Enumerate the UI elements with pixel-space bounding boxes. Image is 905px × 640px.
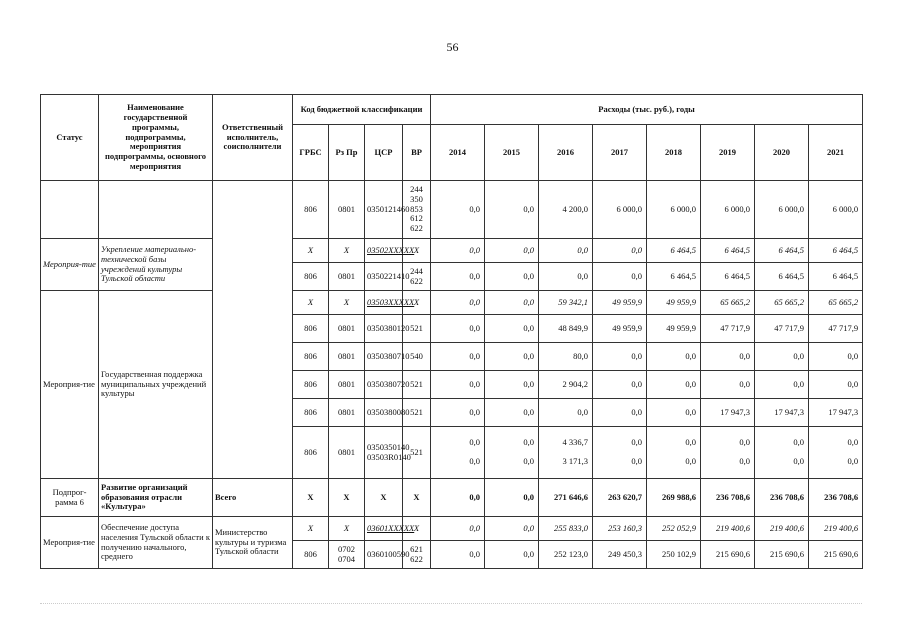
value-cell: 47 717,9: [809, 315, 863, 343]
page-number: 56: [446, 40, 459, 54]
value-cell: 215 690,6: [701, 541, 755, 569]
header-year: 2015: [485, 125, 539, 181]
value-cell: 0,0: [485, 181, 539, 239]
rzpr-cell: 0801: [329, 181, 365, 239]
value: 0,0: [847, 436, 859, 447]
value-cell: 6 464,5: [809, 239, 863, 263]
header-vr: ВР: [403, 125, 431, 181]
value-cell: 6 000,0: [809, 181, 863, 239]
value: 0,0: [739, 436, 750, 447]
value-cell: 0,0: [431, 263, 485, 291]
csr-cell: 03601ХХХХХ: [365, 517, 403, 541]
value-cell: [593, 427, 647, 479]
value-cell: 6 000,0: [593, 181, 647, 239]
rzpr-cell: 0801: [329, 263, 365, 291]
grbs-cell: 806: [293, 541, 329, 569]
value-cell: 0,0: [593, 399, 647, 427]
value-cell: 269 988,6: [647, 479, 701, 517]
value-cell: 49 959,9: [593, 315, 647, 343]
value: 0,0: [685, 436, 696, 447]
value-cell: 236 708,6: [701, 479, 755, 517]
value-cell: 253 160,3: [593, 517, 647, 541]
header-year: 2021: [809, 125, 863, 181]
value-cell: 0,0: [485, 315, 539, 343]
value-cell: 0,0: [647, 371, 701, 399]
value: 0,0: [631, 436, 642, 447]
csr-cell: 0360100590: [365, 541, 403, 569]
value-cell: 0,0: [593, 371, 647, 399]
csr-cell: 03503ХХХХХ: [365, 291, 403, 315]
value-cell: 0,0: [593, 263, 647, 291]
csr-cell: 0350380120: [365, 315, 403, 343]
value-cell: 0,0: [485, 263, 539, 291]
value: 0,0: [739, 456, 750, 467]
value-cell: [755, 427, 809, 479]
value: 0,0: [793, 456, 804, 467]
header-rzpr: Рз Пр: [329, 125, 365, 181]
csr-cell: 0350121460: [365, 181, 403, 239]
grbs-cell: Х: [293, 517, 329, 541]
value-cell: 0,0: [485, 291, 539, 315]
vr-cell: 540: [403, 343, 431, 371]
value-cell: 17 947,3: [755, 399, 809, 427]
value-cell: [431, 427, 485, 479]
value-cell: 0,0: [431, 371, 485, 399]
header-name: Наименование государственной программы, подпрограммы, мероприятия подпрограммы, основного мероприятия: [99, 95, 213, 181]
name-cell: Обеспечение доступа населения Тульской области к получению начального, среднего: [99, 517, 213, 569]
value-cell: 80,0: [539, 343, 593, 371]
csr-cell: [365, 427, 411, 479]
grbs-cell: Х: [293, 291, 329, 315]
csr-cell: 0350221410: [365, 263, 403, 291]
status-cell: Мероприя-тие: [41, 517, 99, 569]
value-cell: 6 464,5: [647, 239, 701, 263]
grbs-cell: 806: [293, 343, 329, 371]
value-cell: 219 400,6: [809, 517, 863, 541]
status-cell: [41, 181, 99, 239]
value: 0,0: [631, 456, 642, 467]
value-cell: 4 200,0: [539, 181, 593, 239]
header-year: 2017: [593, 125, 647, 181]
status-cell: Подпрог-рамма 6: [41, 479, 99, 517]
grbs-cell: 806: [293, 315, 329, 343]
rzpr-cell: Х: [329, 239, 365, 263]
header-csr: ЦСР: [365, 125, 403, 181]
value-cell: 6 464,5: [647, 263, 701, 291]
status-cell: Мероприя-тие: [41, 239, 99, 291]
header-year: 2018: [647, 125, 701, 181]
header-year: 2020: [755, 125, 809, 181]
vr-cell: 521: [403, 371, 431, 399]
value-cell: [539, 427, 593, 479]
vr-cell: 521: [403, 315, 431, 343]
scan-artifact-line: [40, 603, 862, 604]
value-cell: 0,0: [431, 343, 485, 371]
vr-cell: Х: [403, 239, 431, 263]
value-cell: 6 464,5: [701, 263, 755, 291]
rzpr-cell: 0801: [329, 371, 365, 399]
value: 0,0: [469, 456, 480, 467]
value-cell: 65 665,2: [701, 291, 755, 315]
vr-cell: 244 350 853 612 622: [403, 181, 431, 239]
grbs-cell: Х: [293, 239, 329, 263]
rzpr-cell: 0801: [329, 399, 365, 427]
rzpr-cell: Х: [329, 479, 365, 517]
value-cell: 0,0: [593, 343, 647, 371]
grbs-cell: 806: [293, 181, 329, 239]
value-cell: 271 646,6: [539, 479, 593, 517]
csr-cell: Х: [365, 479, 403, 517]
grbs-cell: 806: [293, 427, 329, 479]
value: 3 171,3: [562, 456, 588, 467]
csr-cell: 0350380710: [365, 343, 403, 371]
grbs-cell: 806: [293, 371, 329, 399]
csr-cell: 03502ХХХХХ: [365, 239, 403, 263]
value-cell: 249 450,3: [593, 541, 647, 569]
value-cell: 219 400,6: [755, 517, 809, 541]
value-cell: 65 665,2: [809, 291, 863, 315]
value-cell: 0,0: [485, 239, 539, 263]
value-cell: 6 464,5: [755, 263, 809, 291]
value-cell: 0,0: [647, 343, 701, 371]
rzpr-cell: Х: [329, 517, 365, 541]
value-cell: 0,0: [431, 399, 485, 427]
name-cell: Укрепление материально-технической базы учреждений культуры Тульской области: [99, 239, 213, 291]
table-row: [41, 479, 863, 517]
value-cell: 47 717,9: [755, 315, 809, 343]
value: 0,0: [847, 456, 859, 467]
value-cell: 0,0: [431, 181, 485, 239]
csr-cell: 0350380080: [365, 399, 403, 427]
value-cell: 0,0: [485, 479, 539, 517]
value-cell: 0,0: [809, 371, 863, 399]
table-row: [41, 291, 863, 315]
header-year: 2016: [539, 125, 593, 181]
vr-cell: 621 622: [403, 541, 431, 569]
header-grbs: ГРБС: [293, 125, 329, 181]
value-cell: 0,0: [485, 399, 539, 427]
value-cell: 0,0: [539, 399, 593, 427]
value-cell: 0,0: [485, 541, 539, 569]
value-cell: 0,0: [809, 343, 863, 371]
value: 0,0: [523, 456, 534, 467]
status-cell: Мероприя-тие: [41, 291, 99, 479]
name-cell: Государственная поддержка муниципальных учреждений культуры: [99, 291, 213, 479]
value-cell: 252 052,9: [647, 517, 701, 541]
executor-cell: Министерство культуры и туризма Тульской области: [213, 517, 293, 569]
value: 0,0: [469, 436, 480, 447]
vr-cell: 521: [403, 427, 431, 479]
vr-cell: Х: [403, 517, 431, 541]
csr-code: 03503R0140: [367, 451, 411, 462]
value-cell: 0,0: [539, 263, 593, 291]
vr-cell: 521: [403, 399, 431, 427]
value-cell: 215 690,6: [755, 541, 809, 569]
header-year: 2014: [431, 125, 485, 181]
value: 4 336,7: [562, 436, 588, 447]
grbs-cell: 806: [293, 399, 329, 427]
value-cell: 17 947,3: [809, 399, 863, 427]
rzpr-cell: 0801: [329, 427, 365, 479]
value-cell: 0,0: [431, 239, 485, 263]
value-cell: 65 665,2: [755, 291, 809, 315]
value-cell: 0,0: [701, 371, 755, 399]
value-cell: 219 400,6: [701, 517, 755, 541]
rzpr-cell: Х: [329, 291, 365, 315]
value-cell: 0,0: [485, 371, 539, 399]
vr-cell: Х: [403, 291, 431, 315]
value-cell: 236 708,6: [809, 479, 863, 517]
table-row: [41, 239, 863, 263]
header-status: Статус: [41, 95, 99, 181]
value: 0,0: [523, 436, 534, 447]
table-row: [41, 181, 863, 239]
value-cell: 0,0: [431, 291, 485, 315]
value-cell: 59 342,1: [539, 291, 593, 315]
value-cell: [701, 427, 755, 479]
value-cell: 0,0: [539, 239, 593, 263]
header-row-1: [41, 95, 863, 125]
value-cell: 0,0: [755, 343, 809, 371]
name-cell: [99, 181, 213, 239]
value-cell: 6 464,5: [755, 239, 809, 263]
value-cell: 0,0: [647, 399, 701, 427]
value-cell: 0,0: [701, 343, 755, 371]
value-cell: [647, 427, 701, 479]
executor-cell: Всего: [213, 479, 293, 517]
value-cell: 252 123,0: [539, 541, 593, 569]
name-cell: Развитие организаций образования отрасли «Культура»: [99, 479, 213, 517]
budget-table: [40, 94, 863, 569]
value-cell: 0,0: [485, 517, 539, 541]
executor-cell: [213, 181, 293, 479]
value-cell: 48 849,9: [539, 315, 593, 343]
value: 0,0: [793, 436, 804, 447]
value-cell: 0,0: [593, 239, 647, 263]
header-expenses-group: Расходы (тыс. руб.), годы: [431, 95, 863, 125]
value-cell: 2 904,2: [539, 371, 593, 399]
value-cell: [809, 427, 863, 479]
value-cell: 215 690,6: [809, 541, 863, 569]
header-year: 2019: [701, 125, 755, 181]
value-cell: 0,0: [431, 517, 485, 541]
csr-cell: 0350380720: [365, 371, 403, 399]
grbs-cell: 806: [293, 263, 329, 291]
value-cell: 255 833,0: [539, 517, 593, 541]
value-cell: 49 959,9: [647, 291, 701, 315]
value-cell: 250 102,9: [647, 541, 701, 569]
value-cell: [485, 427, 539, 479]
value-cell: 17 947,3: [701, 399, 755, 427]
grbs-cell: Х: [293, 479, 329, 517]
value-cell: 49 959,9: [647, 315, 701, 343]
vr-cell: 244 622: [403, 263, 431, 291]
value: 0,0: [685, 456, 696, 467]
csr-code: 0350350140: [367, 441, 410, 452]
value-cell: 0,0: [755, 371, 809, 399]
header-executor: Ответственный исполнитель, соисполнители: [213, 95, 293, 181]
table-row: [41, 517, 863, 541]
value-cell: 0,0: [431, 479, 485, 517]
value-cell: 0,0: [485, 343, 539, 371]
value-cell: 263 620,7: [593, 479, 647, 517]
value-cell: 6 464,5: [809, 263, 863, 291]
value-cell: 6 000,0: [647, 181, 701, 239]
value-cell: 6 464,5: [701, 239, 755, 263]
vr-cell: Х: [403, 479, 431, 517]
value-cell: 236 708,6: [755, 479, 809, 517]
value-cell: 47 717,9: [701, 315, 755, 343]
value-cell: 6 000,0: [755, 181, 809, 239]
value-cell: 6 000,0: [701, 181, 755, 239]
rzpr-cell: 0801: [329, 343, 365, 371]
rzpr-cell: 0801: [329, 315, 365, 343]
value-cell: 0,0: [431, 315, 485, 343]
header-code-group: Код бюджетной классификации: [293, 95, 431, 125]
rzpr-cell: 0702 0704: [329, 541, 365, 569]
value-cell: 0,0: [431, 541, 485, 569]
value-cell: 49 959,9: [593, 291, 647, 315]
